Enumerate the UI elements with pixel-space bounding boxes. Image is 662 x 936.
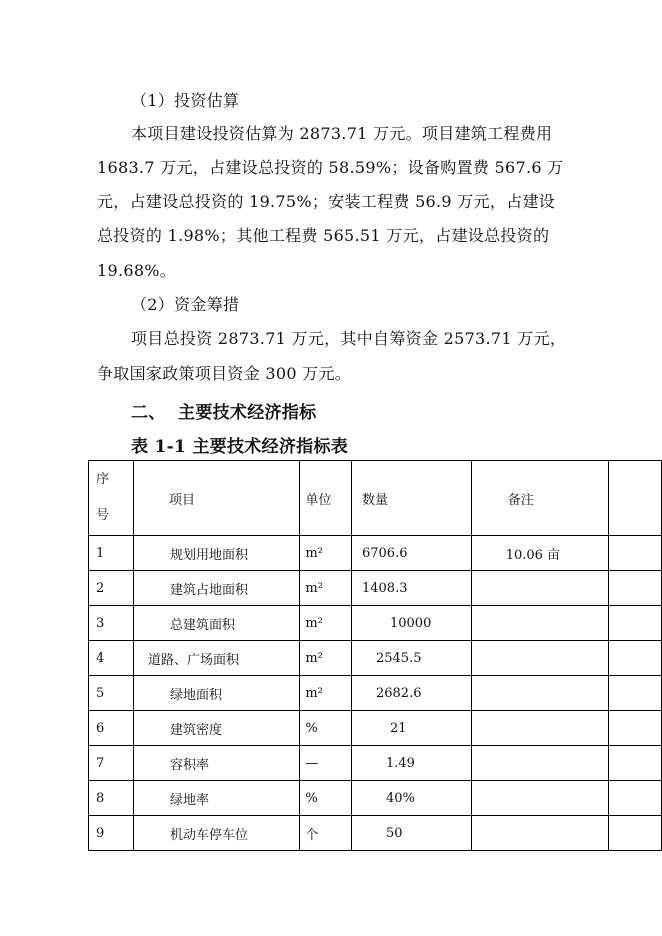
- header-extra: [609, 461, 662, 536]
- cell-note: 10.06 亩: [471, 536, 609, 571]
- header-name: 项目: [134, 461, 300, 536]
- header-seq-line-2: 号: [96, 508, 110, 523]
- cell-extra: [609, 781, 662, 816]
- cell-name: 规划用地面积: [134, 536, 300, 571]
- table-row: [89, 571, 662, 606]
- header-seq: [89, 461, 134, 536]
- cell-name: 容积率: [134, 746, 300, 781]
- cell-note: [471, 781, 609, 816]
- cell-name: 建筑占地面积: [134, 571, 300, 606]
- cell-seq: 9: [89, 816, 134, 851]
- paragraph-line: 总投资的 1.98%；其他工程费 565.51 万元，占建设总投资的: [97, 226, 550, 245]
- cell-unit: —: [300, 746, 352, 781]
- cell-unit: m²: [300, 571, 352, 606]
- header-seq-line-1: 序: [96, 472, 110, 487]
- cell-seq: 6: [89, 711, 134, 746]
- cell-extra: [609, 641, 662, 676]
- cell-note: [471, 606, 609, 641]
- cell-extra: [609, 571, 662, 606]
- cell-note: [471, 816, 609, 851]
- cell-seq: 7: [89, 746, 134, 781]
- table-row: [89, 676, 662, 711]
- cell-extra: [609, 606, 662, 641]
- table-header-row: [89, 461, 662, 536]
- paragraph-line: 项目总投资 2873.71 万元，其中自筹资金 2573.71 万元，: [131, 329, 567, 348]
- cell-qty: 10000: [351, 606, 471, 641]
- header-note: 备注: [471, 461, 609, 536]
- cell-seq: 8: [89, 781, 134, 816]
- cell-note: [471, 676, 609, 711]
- cell-seq: 5: [89, 676, 134, 711]
- cell-qty: 2545.5: [351, 641, 471, 676]
- paragraph-line: 19.68%。: [97, 261, 177, 280]
- header-unit: 单位: [300, 461, 352, 536]
- table-row: [89, 711, 662, 746]
- cell-qty: 50: [351, 816, 471, 851]
- cell-qty: 21: [351, 711, 471, 746]
- cell-extra: [609, 711, 662, 746]
- table-row: [89, 816, 662, 851]
- cell-unit: m²: [300, 641, 352, 676]
- cell-seq: 4: [89, 641, 134, 676]
- section-heading-investment: （1）投资估算: [131, 91, 240, 110]
- table-title: 表 1-1 主要技术经济指标表: [131, 437, 349, 457]
- cell-note: [471, 641, 609, 676]
- cell-seq: 3: [89, 606, 134, 641]
- cell-name: 绿地面积: [134, 676, 300, 711]
- section-heading-financing: （2）资金筹措: [131, 295, 240, 314]
- cell-name: 总建筑面积: [134, 606, 300, 641]
- cell-qty: 40%: [351, 781, 471, 816]
- table-row: [89, 641, 662, 676]
- cell-unit: %: [300, 781, 352, 816]
- cell-name: 建筑密度: [134, 711, 300, 746]
- table-row: [89, 536, 662, 571]
- paragraph-line: 本项目建设投资估算为 2873.71 万元。项目建筑工程费用: [131, 124, 553, 143]
- cell-extra: [609, 536, 662, 571]
- header-qty: 数量: [351, 461, 471, 536]
- cell-extra: [609, 746, 662, 781]
- cell-extra: [609, 816, 662, 851]
- cell-qty: 1.49: [351, 746, 471, 781]
- cell-unit: %: [300, 711, 352, 746]
- cell-seq: 1: [89, 536, 134, 571]
- cell-seq: 2: [89, 571, 134, 606]
- cell-unit: m²: [300, 676, 352, 711]
- table-row: [89, 781, 662, 816]
- cell-note: [471, 571, 609, 606]
- paragraph-line: 元，占建设总投资的 19.75%；安装工程费 56.9 万元，占建设: [97, 192, 556, 211]
- paragraph-line: 1683.7 万元，占建设总投资的 58.59%；设备购置费 567.6 万: [97, 158, 564, 177]
- table-row: [89, 746, 662, 781]
- cell-unit: m²: [300, 536, 352, 571]
- cell-unit: m²: [300, 606, 352, 641]
- cell-note: [471, 746, 609, 781]
- cell-unit: 个: [300, 816, 352, 851]
- cell-name: 道路、广场面积: [134, 641, 300, 676]
- cell-note: [471, 711, 609, 746]
- cell-qty: 2682.6: [351, 676, 471, 711]
- chapter-heading: 二、 主要技术经济指标: [131, 403, 317, 423]
- cell-qty: 6706.6: [351, 536, 471, 571]
- paragraph-line: 争取国家政策项目资金 300 万元。: [97, 364, 352, 383]
- technical-indicators-table: [88, 460, 662, 851]
- cell-name: 绿地率: [134, 781, 300, 816]
- table-row: [89, 606, 662, 641]
- cell-name: 机动车停车位: [134, 816, 300, 851]
- cell-qty: 1408.3: [351, 571, 471, 606]
- cell-extra: [609, 676, 662, 711]
